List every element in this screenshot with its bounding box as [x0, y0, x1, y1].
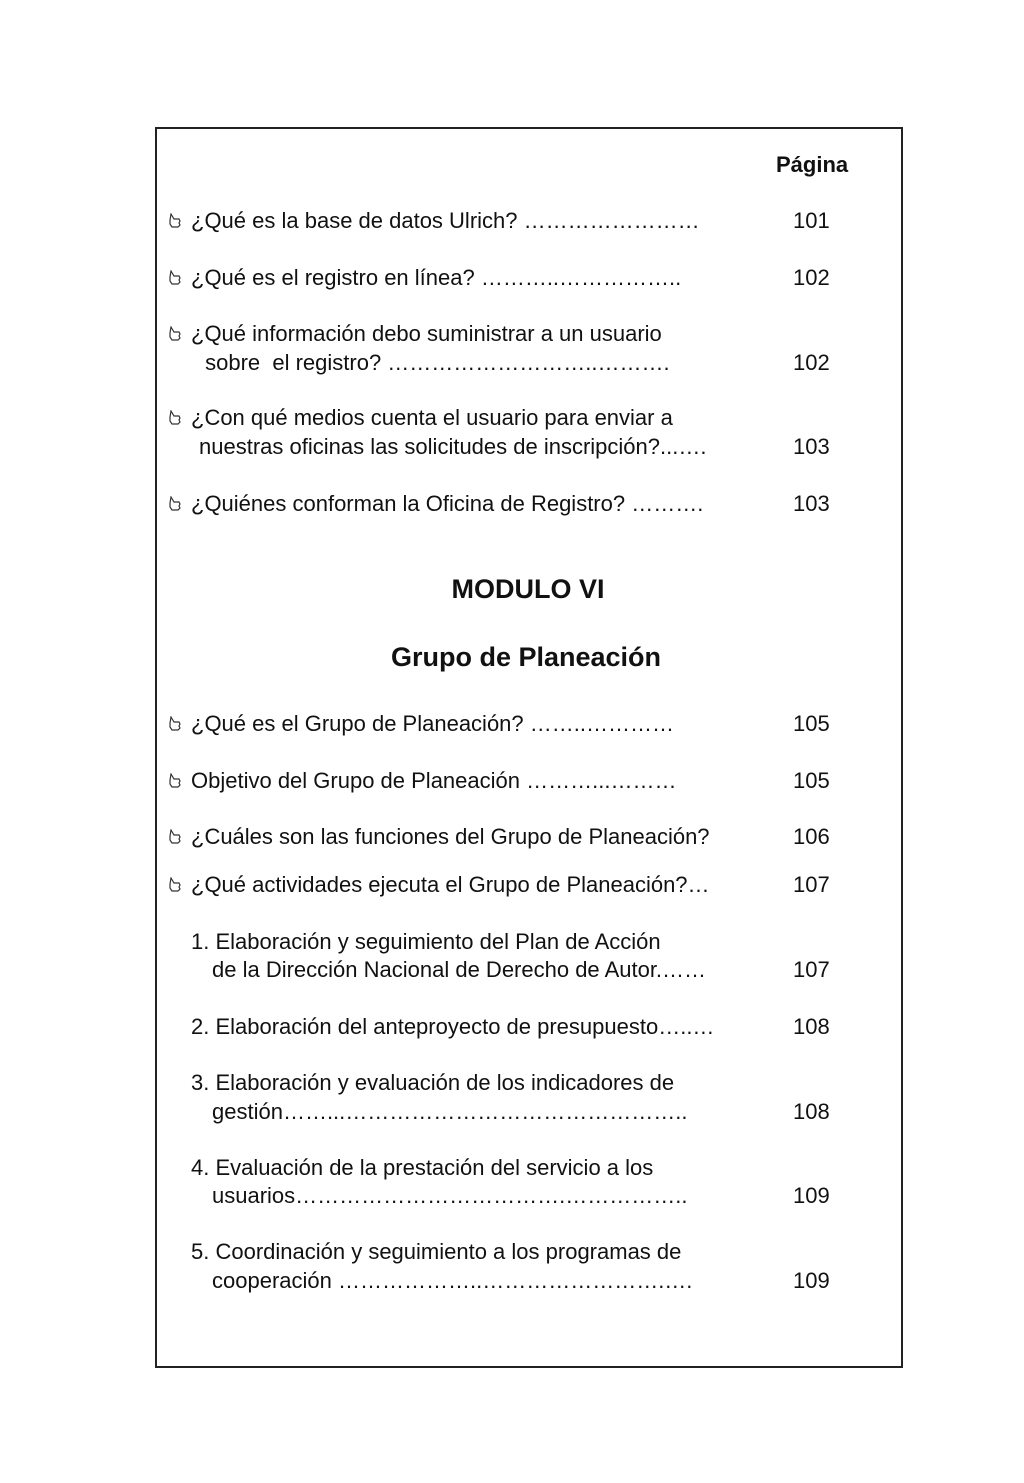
toc-entry-label-continued: nuestras oficinas las solicitudes de inscripción?...…. — [199, 434, 707, 459]
toc-entry-label: Objetivo del Grupo de Planeación ………...……… — [191, 768, 677, 793]
pointing-hand-icon — [168, 326, 182, 342]
toc-entry-label: ¿Quiénes conforman la Oficina de Registro? ………. — [191, 491, 704, 516]
toc-entry-page: 102 — [793, 265, 830, 290]
toc-entry-label: ¿Qué es el registro en línea? ………..…………….. — [191, 265, 682, 290]
toc-entry-page: 105 — [793, 768, 830, 793]
toc-entry-page: 109 — [793, 1268, 830, 1293]
toc-entry-page: 107 — [793, 872, 830, 897]
toc-numbered-entry-continued: de la Dirección Nacional de Derecho de Autor.…… — [212, 957, 707, 982]
toc-entry-label: ¿Qué información debo suministrar a un usuario — [191, 321, 662, 346]
toc-numbered-entry: 1. Elaboración y seguimiento del Plan de Acción — [191, 929, 661, 954]
toc-entry-page: 109 — [793, 1183, 830, 1208]
toc-numbered-entry-continued: cooperación ………………..…………………….…. — [212, 1268, 693, 1293]
toc-entry-page: 105 — [793, 711, 830, 736]
pointing-hand-icon — [168, 773, 182, 789]
pointing-hand-icon — [168, 716, 182, 732]
page-column-header: Página — [776, 152, 849, 177]
pointing-hand-icon — [168, 410, 182, 426]
toc-numbered-entry: 2. Elaboración del anteproyecto de presupuesto…..… — [191, 1014, 715, 1039]
toc-entry-page: 103 — [793, 491, 830, 516]
module-title: MODULO VI — [451, 574, 605, 604]
toc-entry-label: ¿Qué es la base de datos Ulrich? …………………… — [191, 208, 700, 233]
toc-entry-label: ¿Qué es el Grupo de Planeación? ……..………… — [191, 711, 674, 736]
module-subtitle: Grupo de Planeación — [390, 642, 662, 672]
toc-numbered-entry: 3. Elaboración y evaluación de los indicadores de — [191, 1070, 675, 1095]
pointing-hand-icon — [168, 496, 182, 512]
toc-entry-label-continued: sobre el registro? ………………………..………. — [199, 350, 670, 375]
toc-entry-page: 103 — [793, 434, 830, 459]
toc-entry-page: 106 — [793, 824, 830, 849]
pointing-hand-icon — [168, 877, 182, 893]
toc-entry-page: 108 — [793, 1099, 830, 1124]
toc-entry-label: ¿Cuáles son las funciones del Grupo de Planeación? — [191, 824, 710, 849]
pointing-hand-icon — [168, 213, 182, 229]
toc-frame — [155, 127, 903, 1368]
toc-entry-label: ¿Con qué medios cuenta el usuario para enviar a — [191, 405, 673, 430]
toc-numbered-entry: 5. Coordinación y seguimiento a los programas de — [191, 1239, 682, 1264]
toc-entry-page: 101 — [793, 208, 830, 233]
pointing-hand-icon — [168, 270, 182, 286]
toc-entry-label: ¿Qué actividades ejecuta el Grupo de Planeación?… — [191, 872, 710, 897]
pointing-hand-icon — [168, 829, 182, 845]
toc-entry-page: 107 — [793, 957, 830, 982]
toc-numbered-entry: 4. Evaluación de la prestación del servicio a los — [191, 1155, 654, 1180]
toc-entry-page: 108 — [793, 1014, 830, 1039]
toc-numbered-entry-continued: gestión……...……………………………………….. — [212, 1099, 688, 1124]
toc-numbered-entry-continued: usuarios……………………………….…………….. — [212, 1183, 688, 1208]
toc-entry-page: 102 — [793, 350, 830, 375]
